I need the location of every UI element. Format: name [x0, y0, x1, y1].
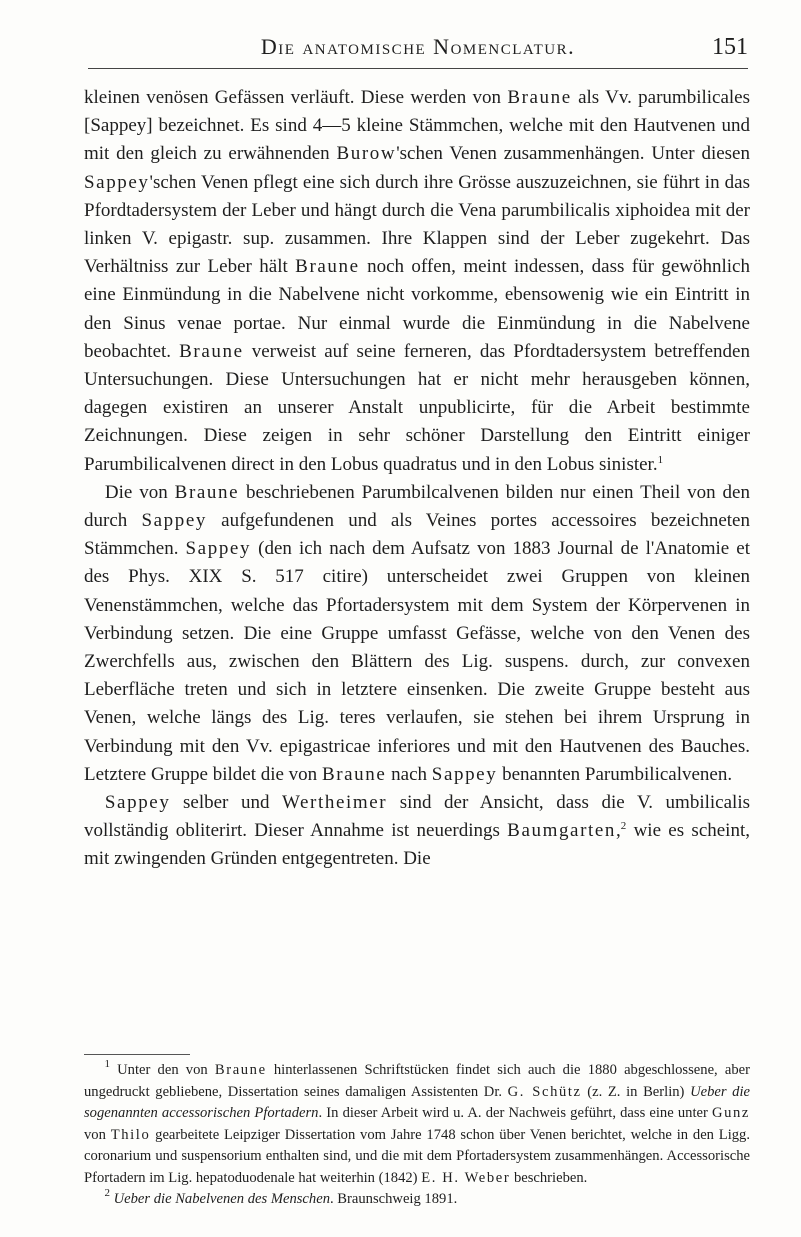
- author-name: Sappey: [141, 510, 207, 532]
- footnote-ref: 2: [620, 820, 627, 833]
- author-name: Wertheimer: [282, 792, 388, 814]
- author-name: Sappey: [84, 171, 150, 193]
- author-name: E. H. Weber: [421, 1169, 511, 1186]
- author-name: Gunz: [711, 1105, 750, 1121]
- author-name: Burow: [336, 143, 397, 165]
- running-header: [88, 34, 748, 69]
- author-name: Sappey: [185, 538, 252, 560]
- footnote: $^2$ Ueber die Nabelvenen des Menschen. Braunschweig 1891.: [104, 1187, 458, 1207]
- author-name: Baumgarten: [507, 820, 617, 842]
- main-text: [84, 84, 750, 874]
- author-name: Braune: [214, 1062, 267, 1078]
- author-name: Braune: [321, 763, 387, 785]
- author-name: Sappey: [104, 792, 171, 814]
- author-name: Braune: [507, 87, 572, 108]
- footnotes: [84, 1060, 750, 1211]
- footnote-ref: 1: [657, 453, 664, 466]
- footnote-divider: [84, 1054, 190, 1055]
- author-name: Braune: [174, 481, 240, 503]
- author-name: Thilo: [110, 1126, 151, 1143]
- footnote-mark: 1: [104, 1058, 110, 1070]
- author-name: Sappey: [431, 763, 498, 785]
- paragraph: kleinen venösen Gefässen verläuft. Diese werden von Braune als Vv. parumbilicales [Sappey] bezeichnet. Es sind 4—5 kleine Stämmchen, welche mit den Hautvenen und mit den gleich zu erwähnenden Burow'schen Venen zusammenhängen. Unter diesen Sappey'schen Venen pflegt eine sich durch ihre Grösse auszuzeichnen, sie führt in das Pfordtadersystem der Leber und hängt durch die Vena parumbilicalis xiphoidea mit der linken V. epigastr. sup. zusammen. Ihre Klappen sind der Leber zugekehrt. Das Verhältniss zur Leber hält Braune noch offen, meint indessen, dass für gewöhnlich eine Einmündung in die Nabelvene nicht vorkomme, ebensowenig wie ein Eintritt in den Sinus venae portae. Nur einmal wurde die Einmündung in die Nabelvene beobachtet. Braune verweist auf seine ferneren, das Pfordtadersystem betreffenden Untersuchungen. Diese Untersuchungen hat er nicht mehr herausgeben können, dagegen existiren an unserer Anstalt unpublicirte, für die Arbeit bestimmte Zeichnungen. Diese zeigen in sehr schöner Darstellung den Eintritt einiger Parumbilicalvenen direct in den Lobus quadratus und in den Lobus sinister.$^1$: [84, 87, 750, 475]
- page-number: 151: [712, 34, 748, 60]
- author-name: G. Schütz: [507, 1083, 582, 1100]
- author-name: Braune: [179, 340, 244, 362]
- paragraph: Sappey selber und Wertheimer sind der Ansicht, dass die V. umbilicalis vollständig obliterirt. Dieser Annahme ist neuerdings Baumgarten,$^2$ wie es scheint, mit zwingenden Gründen entgegentreten. Die: [84, 792, 750, 870]
- author-name: Sappey: [90, 115, 147, 137]
- work-title: Ueber die Nabelvenen des Menschen: [113, 1191, 330, 1207]
- footnote-mark: 2: [104, 1187, 110, 1199]
- running-title: Die anatomische Nomenclatur.: [260, 34, 576, 59]
- work-title: Ueber die sogenannten accessorischen Pfortadern: [84, 1083, 750, 1121]
- paragraph: Die von Braune beschriebenen Parumbilcalvenen bilden nur einen Theil von den durch Sappey aufgefundenen und als Veines portes accessoires bezeichneten Stämmchen. Sappey (den ich nach dem Aufsatz von 1883 Journal de l'Anatomie et des Phys. XIX S. 517 citire) unterscheidet zwei Gruppen von kleinen Venenstämmchen, welche das Pfortadersystem mit dem System der Körpervenen in Verbindung setzen. Die eine Gruppe umfasst Gefässe, welche von den Venen des Zwerchfells aus, zwischen den Blättern des Lig. suspens. durch, zur convexen Leberfläche treten und sich in letztere einsenken. Die zweite Gruppe besteht aus Venen, welche längs des Lig. teres verlaufen, sie stehen bei ihrem Ursprung in Verbindung mit den Vv. epigastricae inferiores und mit den Hautvenen des Bauches. Letztere Gruppe bildet die von Braune nach Sappey benannten Parumbilicalvenen.: [84, 481, 751, 785]
- footnote: $^1$ Unter den von Braune hinterlassenen Schriftstücken findet sich auch die 1880 abgeschlossene, aber ungedruckt gebliebene, Dissertation seines damaligen Assistenten Dr. G. Schütz (z. Z. in Berlin) Ueber die sogenannten accessorischen Pfortadern. In dieser Arbeit wird u. A. der Nachweis geführt, dass eine unter Gunz von Thilo gearbeitete Leipziger Dissertation vom Jahre 1748 schon über Venen berichtet, welche in den Ligg. coronarium und suspensorium enthalten sind, und die mit dem Pfortadersystem zusammenhängen. Accessorische Pfortadern im Lig. hepatoduodenale hat weiterhin (1842) E. H. Weber beschrieben.: [84, 1058, 750, 1186]
- author-name: Braune: [295, 256, 360, 278]
